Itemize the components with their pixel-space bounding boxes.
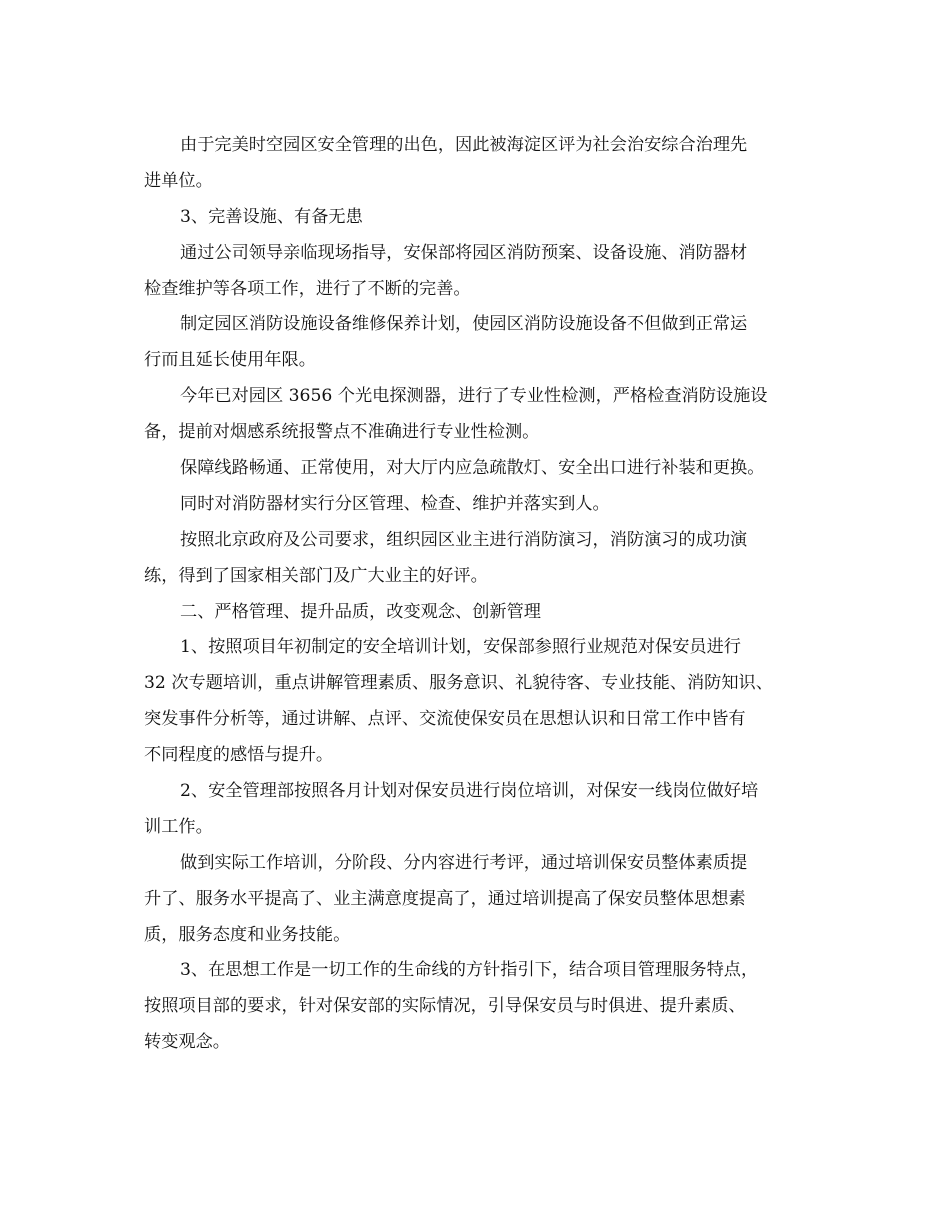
- section-heading: 二、严格管理、提升品质，改变观念、创新管理: [180, 601, 541, 622]
- paragraph-line: 32 次专题培训，重点讲解管理素质、服务意识、礼貌待客、专业技能、消防知识、: [144, 673, 773, 694]
- section-heading: 3、完善设施、有备无患: [180, 206, 363, 227]
- paragraph-line: 做到实际工作培训，分阶段、分内容进行考评，通过培训保安员整体素质提: [180, 852, 748, 873]
- paragraph-line: 练，得到了国家相关部门及广大业主的好评。: [144, 565, 488, 586]
- paragraph-line: 按照项目部的要求，针对保安部的实际情况，引导保安员与时俱进、提升素质、: [144, 996, 746, 1017]
- paragraph-line: 不同程度的感悟与提升。: [144, 745, 334, 766]
- paragraph-line: 制定园区消防设施设备维修保养计划，使园区消防设施设备不但做到正常运: [180, 314, 748, 335]
- paragraph-line: 通过公司领导亲临现场指导，安保部将园区消防预案、设备设施、消防器材: [180, 242, 748, 263]
- paragraph-line: 行而且延长使用年限。: [144, 350, 316, 371]
- paragraph-line: 1、按照项目年初制定的安全培训计划，安保部参照行业规范对保安员进行: [180, 637, 741, 658]
- paragraph-line: 保障线路畅通、正常使用，对大厅内应急疏散灯、安全出口进行补装和更换。: [180, 458, 765, 479]
- document-body: [144, 128, 812, 1061]
- paragraph-line: 训工作。: [144, 816, 213, 837]
- paragraph-line: 今年已对园区 3656 个光电探测器，进行了专业性检测，严格检查消防设施设: [180, 386, 768, 407]
- paragraph-line: 检查维护等各项工作，进行了不断的完善。: [144, 278, 471, 299]
- paragraph-line: 进单位。: [144, 170, 213, 191]
- paragraph-line: 突发事件分析等，通过讲解、点评、交流使保安员在思想认识和日常工作中皆有: [144, 709, 746, 730]
- paragraph-line: 3、在思想工作是一切工作的生命线的方针指引下，结合项目管理服务特点，: [180, 960, 759, 981]
- paragraph-line: 备，提前对烟感系统报警点不准确进行专业性检测。: [144, 422, 540, 443]
- paragraph-line: 由于完美时空园区安全管理的出色，因此被海淀区评为社会治安综合治理先: [180, 135, 748, 155]
- paragraph-line: 2、安全管理部按照各月计划对保安员进行岗位培训，对保安一线岗位做好培: [180, 781, 759, 802]
- paragraph-line: 按照北京政府及公司要求，组织园区业主进行消防演习，消防演习的成功演: [180, 529, 748, 550]
- paragraph-line: 质，服务态度和业务技能。: [144, 924, 351, 945]
- paragraph-line: 升了、服务水平提高了、业主满意度提高了，通过培训提高了保安员整体思想素: [144, 888, 746, 909]
- paragraph-line: 同时对消防器材实行分区管理、检查、维护并落实到人。: [180, 493, 610, 514]
- paragraph-line: 转变观念。: [144, 1032, 230, 1053]
